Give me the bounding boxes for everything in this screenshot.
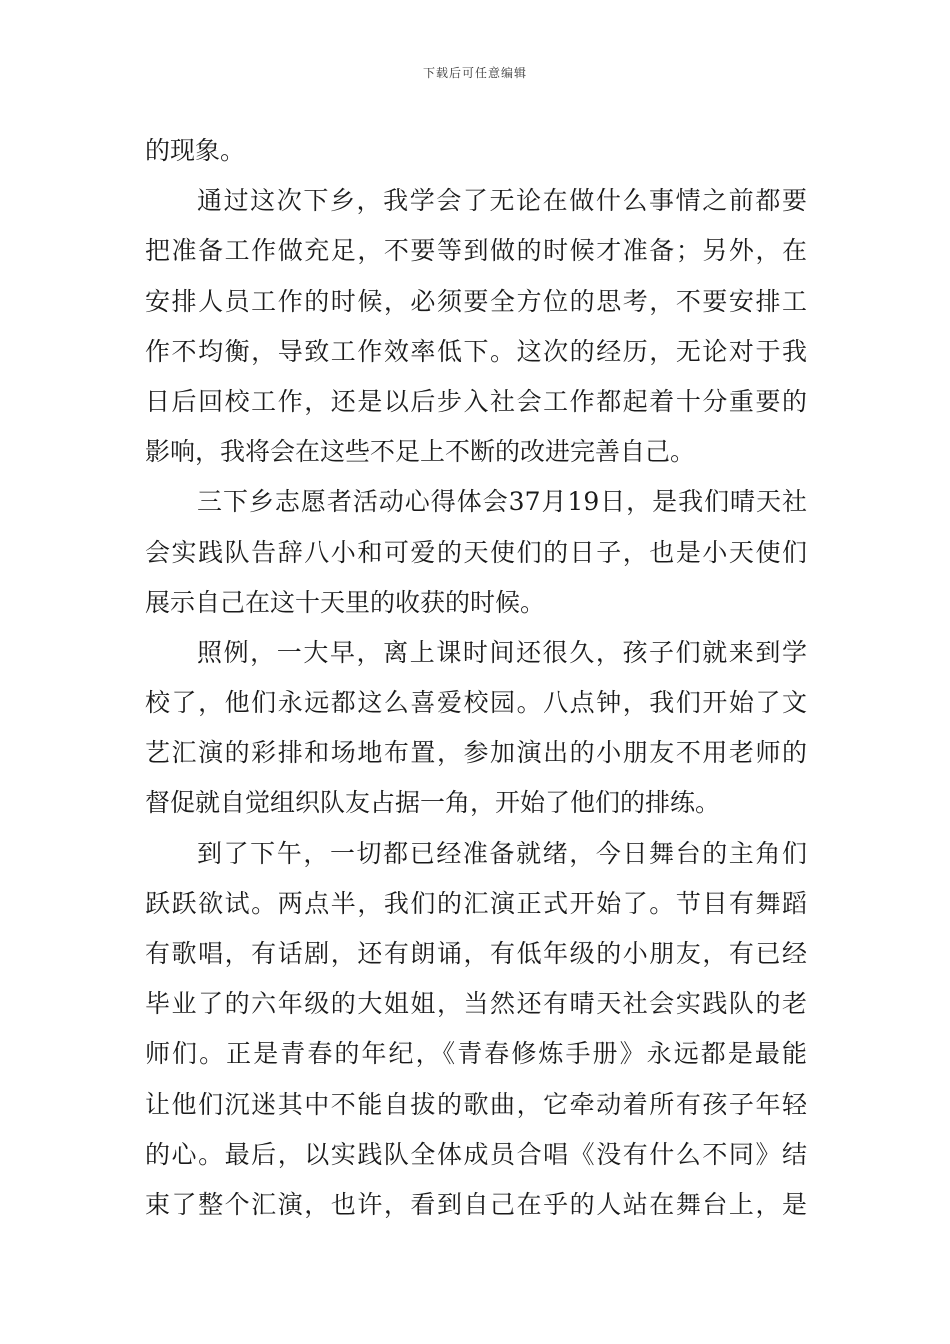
text-line: 到了下午，一切都已经准备就绪，今日舞台的主角们: [197, 838, 807, 868]
text-line: 毕业了的六年级的大姐姐，当然还有晴天社会实践队的老: [145, 989, 807, 1019]
text-line: 展示自己在这十天里的收获的时候。: [145, 587, 546, 617]
paragraph-3: [145, 477, 807, 628]
text-line: 作不均衡，导致工作效率低下。这次的经历，无论对于我: [145, 336, 807, 366]
text-line: 艺汇演的彩排和场地布置，参加演出的小朋友不用老师的: [145, 738, 807, 768]
text-line: 束了整个汇演，也许，看到自己在乎的人站在舞台上，是: [145, 1189, 807, 1219]
text-line: 的现象。: [145, 136, 246, 165]
text-line: 让他们沉迷其中不能自拔的歌曲，它牵动着所有孩子年轻: [145, 1089, 807, 1119]
text-line: 校了，他们永远都这么喜爱校园。八点钟，我们开始了文: [145, 688, 807, 718]
text-line: 会实践队告辞八小和可爱的天使们的日子，也是小天使们: [145, 537, 807, 567]
text-line: 三下乡志愿者活动心得体会37月19日，是我们晴天社: [197, 487, 807, 517]
page-header: 下载后可任意编辑: [422, 66, 527, 80]
text-line: 通过这次下乡，我学会了无论在做什么事情之前都要: [197, 186, 807, 216]
text-line: 师们。正是青春的年纪，《青春修炼手册》永远都是最能: [145, 1039, 807, 1069]
document-body: [145, 126, 807, 1230]
text-line: 督促就自觉组织队友占据一角，开始了他们的排练。: [145, 788, 721, 818]
paragraph-5: [145, 829, 807, 1231]
text-line: 影响，我将会在这些不足上不断的改进完善自己。: [145, 437, 696, 467]
text-line: 把准备工作做充足，不要等到做的时候才准备；另外，在: [145, 236, 807, 266]
text-line: 安排人员工作的时候，必须要全方位的思考，不要安排工: [145, 286, 807, 316]
paragraph-4: [145, 628, 807, 829]
text-line: 的心。最后，以实践队全体成员合唱《没有什么不同》结: [145, 1139, 807, 1169]
text-line: 有歌唱，有话剧，还有朗诵，有低年级的小朋友，有已经: [145, 939, 807, 968]
text-line: 跃跃欲试。两点半，我们的汇演正式开始了。节目有舞蹈: [145, 888, 807, 918]
paragraph-1: [145, 126, 807, 176]
text-line: 日后回校工作，还是以后步入社会工作都起着十分重要的: [145, 386, 807, 416]
text-line: 照例，一大早，离上课时间还很久，孩子们就来到学: [197, 637, 807, 667]
paragraph-2: [145, 176, 807, 477]
